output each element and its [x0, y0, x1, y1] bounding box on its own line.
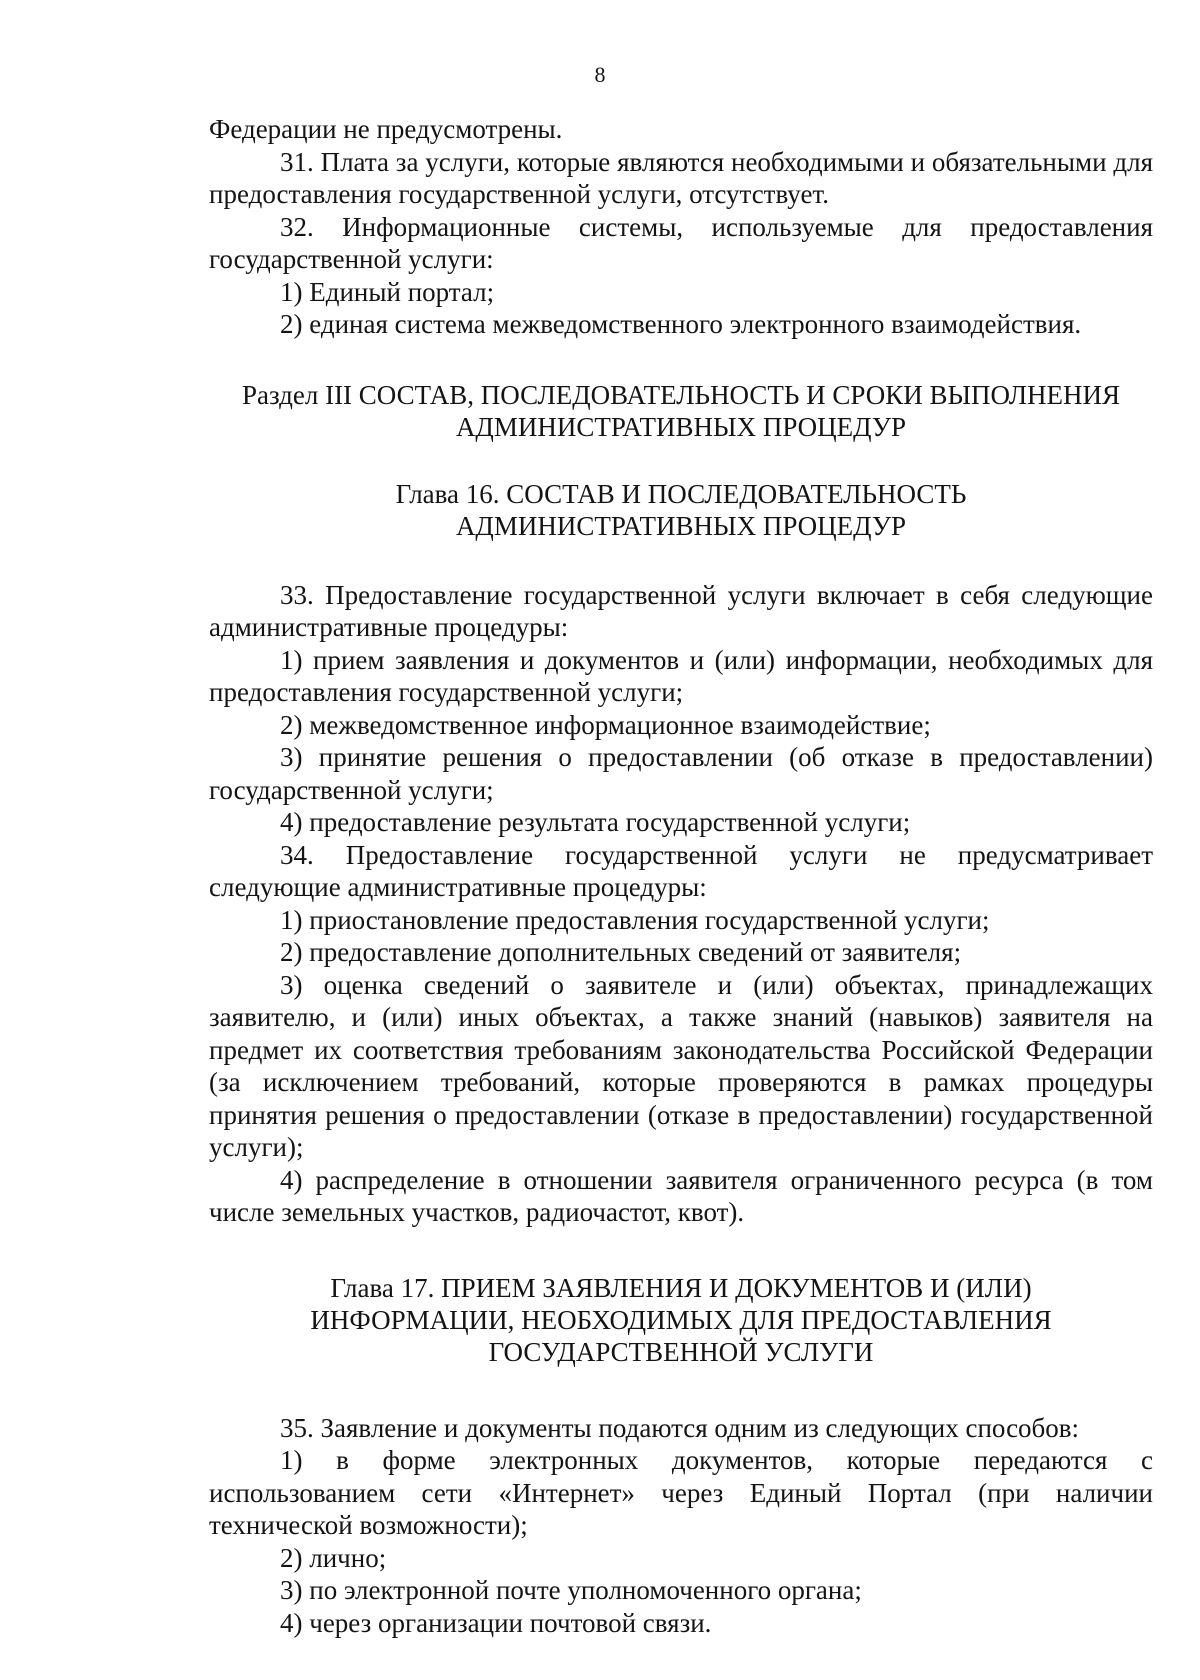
list-item-32-2: 2) единая система межведомственного электронного взаимодействия.: [280, 309, 1082, 339]
list-item-33-3: 3) принятие решения о предоставлении (об отказе в предоставлении) государственной услуги;: [209, 742, 1153, 805]
chapter-16-heading-line1: Глава 16. СОСТАВ И ПОСЛЕДОВАТЕЛЬНОСТЬ: [395, 478, 967, 509]
list-item-33-1: 1) прием заявления и документов и (или) информации, необходимых для предоставления государственной услуги;: [209, 644, 1153, 707]
list-item-34-1: 1) приостановление предоставления государственной услуги;: [280, 904, 990, 935]
paragraph-35: 35. Заявление и документы подаются одним из следующих способов:: [280, 1412, 1080, 1443]
section-heading: [209, 379, 1153, 443]
section-heading-line1: Раздел III СОСТАВ, ПОСЛЕДОВАТЕЛЬНОСТЬ И СРОКИ ВЫПОЛНЕНИЯ: [241, 379, 1121, 410]
list-item-35-3: 3) по электронной почте уполномоченного органа;: [280, 1575, 862, 1605]
chapter-17-heading: [209, 1272, 1153, 1368]
paragraph-33: 33. Предоставление государственной услуги включает в себя следующие административные процедуры:: [209, 579, 1153, 642]
chapter-17-heading-line1: Глава 17. ПРИЕМ ЗАЯВЛЕНИЯ И ДОКУМЕНТОВ И (ИЛИ): [330, 1272, 1032, 1303]
list-item-35-1: 1) в форме электронных документов, которые передаются с использованием сети «Интернет» через Единый Портал (при наличии технической возможности);: [209, 1445, 1153, 1540]
chapter-16-heading: [209, 478, 1153, 542]
section-heading-line2: АДМИНИСТРАТИВНЫХ ПРОЦЕДУР: [455, 411, 907, 442]
paragraph-34: 34. Предоставление государственной услуги не предусматривает следующие административные процедуры:: [209, 839, 1153, 902]
list-item-35-4: 4) через организации почтовой связи.: [280, 1607, 712, 1638]
paragraph-continuation: Федерации не предусмотрены.: [209, 114, 563, 144]
list-item-34-2: 2) предоставление дополнительных сведений от заявителя;: [280, 937, 962, 967]
list-item-34-4: 4) распределение в отношении заявителя ограниченного ресурса (в том числе земельных участков, радиочастот, квот).: [209, 1164, 1153, 1227]
page-number: 8: [594, 62, 606, 87]
list-item-33-4: 4) предоставление результата государственной услуги;: [280, 807, 911, 837]
list-item-34-3: 3) оценка сведений о заявителе и (или) объектах, принадлежащих заявителю, и (или) иных объектах, а также знаний (навыков) заявителя на предмет их соответствия требованиям законодательства Российской Федерации (за исключением требований, которые проверяются в рамках процедуры принятия решения о предоставлении (отказе в предоставлении) государственной услуги);: [209, 969, 1153, 1162]
list-item-35-2: 2) лично;: [280, 1542, 387, 1573]
paragraph-32: 32. Информационные системы, используемые для предоставления государственной услуги:: [209, 211, 1153, 274]
chapter-17-heading-line3: ГОСУДАРСТВЕННОЙ УСЛУГИ: [488, 1336, 874, 1367]
chapter-17-heading-line2: ИНФОРМАЦИИ, НЕОБХОДИМЫХ ДЛЯ ПРЕДОСТАВЛЕНИЯ: [310, 1304, 1052, 1335]
document-body: [209, 113, 1153, 1639]
chapter-16-heading-line2: АДМИНИСТРАТИВНЫХ ПРОЦЕДУР: [455, 510, 907, 541]
list-item-32-1: 1) Единый портал;: [280, 276, 495, 307]
list-item-33-2: 2) межведомственное информационное взаимодействие;: [280, 709, 931, 740]
paragraph-31: 31. Плата за услуги, которые являются необходимыми и обязательными для предоставления государственной услуги, отсутствует.: [209, 146, 1153, 209]
